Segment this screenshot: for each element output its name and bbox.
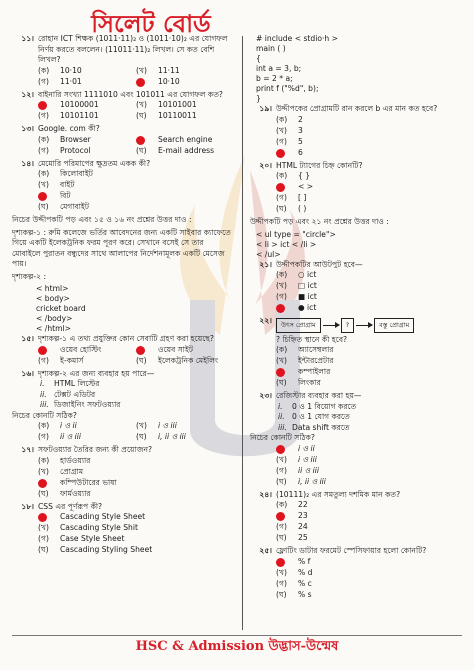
answer-dot-icon [38, 101, 47, 110]
question-text: CSS এর পূর্ণরূপ কী? [38, 501, 103, 511]
question-number: ১৭। [21, 445, 34, 454]
question-number: ২৫। [259, 546, 272, 555]
option-gha[interactable]: (ঘ) 25 [276, 533, 308, 543]
question-number: ২২। [259, 316, 272, 325]
arrow-icon [356, 325, 372, 326]
question-12 [12, 90, 234, 123]
answer-dot-icon [276, 304, 285, 313]
option-ga[interactable]: বিট [38, 191, 234, 202]
question-number: ২৪। [259, 489, 272, 499]
scenario-1: দৃশ্যকল্প-১ : রুমি কলেজে ভর্তির আবেদনের জন্য একটি সাইবার ক্যাফেতে গিয়ে একটি ইলেকট্রনিক ফরম পূরণ করে। সেখানে বসেই সে তার মোবাইলে পুরাতন বন্ধুদের সাথে আলাপের নির্দেশনামূলক একটি মেসেজ পায়। [12, 227, 231, 268]
option-kha[interactable]: 23 [276, 511, 472, 522]
option-kha[interactable]: Search engine [136, 135, 234, 146]
question-text: উদ্দীপকের প্রোগ্রামটি রান করলে b এর মান কত হবে? [276, 104, 438, 113]
option-kha[interactable]: ওয়েব সাইট [136, 345, 234, 356]
option-ga[interactable]: (গ) 5 [276, 136, 303, 146]
option-ka[interactable]: 10100001 [38, 100, 136, 111]
option-gha[interactable]: (ঘ) i, ii ও iii [136, 432, 186, 442]
answer-dot-icon [136, 136, 145, 145]
option-ga[interactable]: (গ) ■ ict [276, 292, 317, 302]
question-11 [12, 34, 234, 88]
option-gha[interactable]: 10·10 [136, 77, 234, 88]
option-kha[interactable]: < > [276, 182, 472, 193]
option-ga[interactable]: (গ) Case Style Sheet [38, 534, 125, 544]
answer-dot-icon [276, 149, 285, 158]
question-19 [250, 104, 472, 159]
option-gha[interactable]: (ঘ) মেগাবাইট [38, 202, 89, 212]
question-number: ১১। [21, 34, 34, 43]
option-gha[interactable]: (ঘ) i, ii ও iii [276, 476, 326, 486]
option-ka[interactable]: (ক) { } [276, 171, 311, 181]
option-ka[interactable]: (ক) 22 [276, 500, 308, 510]
option-ga[interactable]: (গ) 11·01 [38, 76, 82, 86]
question-20 [250, 161, 472, 216]
question-text: দৃশ্যকল্প-২ এর জন্য ব্যবহার হয় পারে— [38, 368, 155, 378]
option-ga[interactable]: (গ) Protocol [38, 145, 91, 155]
option-ga[interactable]: কম্পাইলার [276, 367, 472, 378]
option-kha[interactable]: (খ) প্রোগ্রাম [38, 466, 84, 476]
option-gha[interactable]: (ঘ) ফার্মওয়্যার [38, 488, 91, 498]
page-title: সিলেট বোর্ড [91, 9, 211, 38]
statement-list: i. 0 ও 1 বিয়োগ করতে ii. 0 ও 1 যোগ করতে iii. Data shift করতে [278, 401, 357, 432]
question-text: রেজিস্টার ব্যবহার করা হয়— [276, 391, 362, 400]
source-program-box: উৎস প্রোগ্রাম [276, 318, 321, 333]
question-number: ১২। [21, 89, 34, 99]
which-correct: নিচের কোনটি সঠিক? [250, 433, 315, 442]
question-number: ১৩। [21, 124, 34, 133]
question-number: ২৩। [259, 391, 272, 400]
answer-dot-icon [38, 513, 47, 522]
option-ga[interactable]: (গ) ii ও iii [276, 465, 319, 475]
option-kha[interactable]: (খ) 10101001 [136, 100, 197, 110]
option-gha[interactable]: (ঘ) ( ) [276, 204, 307, 214]
option-ka[interactable]: (ক) অ্যাসেম্বলার [276, 345, 334, 355]
answer-dot-icon [136, 78, 145, 87]
answer-dot-icon [276, 558, 285, 567]
option-kha[interactable]: (খ) বাইট [38, 180, 75, 190]
arrow-icon [323, 325, 339, 326]
right-column [250, 34, 472, 603]
option-ka[interactable]: Cascading Style Sheet [38, 512, 234, 523]
answer-dot-icon [276, 445, 285, 454]
question-number: ২১। [259, 259, 272, 269]
question-number: ১৫। [21, 334, 34, 343]
option-gha[interactable]: (ঘ) Cascading Styling Sheet [38, 545, 153, 555]
option-ga[interactable]: (গ) ই-কমার্স [38, 355, 84, 365]
option-gha[interactable]: (ঘ) 10110011 [136, 111, 197, 121]
answer-dot-icon [136, 346, 145, 355]
question-text: ? চিহ্নিত স্থানে কী হবে? [276, 334, 348, 344]
html-list-code: < ul type = "circle"> < li > ict < /li > < /ul> [256, 229, 336, 259]
stimulus-instruction: নিচের উদ্দীপকটি পড় এবং ১৫ ও ১৬ নং প্রশ্নের উত্তর দাও : [12, 215, 192, 224]
html-code-block: < html> < body> cricket board < /body> < /html> [36, 284, 86, 333]
footer-rule [12, 635, 462, 636]
answer-dot-icon [276, 512, 285, 521]
option-ga[interactable]: (গ) 10101101 [38, 111, 99, 121]
option-kha[interactable]: (খ) i ও iii [136, 421, 177, 431]
option-ka[interactable]: i ও ii [276, 444, 472, 455]
c-code-block: # include < stdio·h > main ( ) { int a = 3, b; b = 2 * a; print f ("%d", b); } [256, 34, 338, 103]
question-14 [12, 159, 234, 214]
option-ka[interactable]: (ক) i ও ii [38, 421, 77, 431]
question-text: বাইনারি সংখ্যা 1111010 এবং 101011 এর যোগফল কত? [38, 89, 223, 99]
question-18 [12, 502, 234, 557]
option-ka[interactable]: ওয়েব হোস্টিং [38, 345, 136, 356]
option-kha[interactable]: (খ) 11·11 [136, 65, 180, 75]
option-ka[interactable]: (ক) Browser [38, 134, 91, 144]
left-column [12, 34, 234, 558]
scenario-2-label: দৃশ্যকল্প-২ : [12, 271, 47, 281]
question-15 [12, 334, 234, 367]
option-ka[interactable]: (ক) কিলোবাইট [38, 169, 93, 179]
statement-list: i. HTML লিস্টের ii. টেক্সট এডিটর iii. ডিজাইনিং সফটওয়্যার [40, 379, 121, 409]
answer-dot-icon [38, 192, 47, 201]
option-ka[interactable]: (ক) ○ ict [276, 270, 317, 280]
option-ka[interactable]: % f [276, 557, 472, 568]
question-text: Google. com কী? [38, 124, 100, 133]
option-ga[interactable]: কম্পিউটারের ভাষা [38, 478, 234, 489]
question-16 [12, 369, 234, 444]
question-text: ফ্লোটিং ডাটার ফরমেট স্পেসিফায়ার হলো কোনটি? [276, 546, 427, 555]
question-text: মেমোরি পরিমাপের ক্ষুদ্রতম একক কী? [38, 158, 151, 168]
option-ka[interactable]: (ক) 10·10 [38, 65, 82, 75]
question-21 [250, 260, 472, 315]
object-program-box: বস্তু প্রোগ্রাম [374, 318, 414, 333]
option-ga[interactable]: (গ) [ ] [276, 193, 307, 203]
answer-dot-icon [276, 183, 285, 192]
translation-flow-diagram [276, 318, 414, 333]
question-24 [250, 490, 472, 545]
answer-dot-icon [38, 346, 47, 355]
column-divider [242, 36, 243, 630]
question-25 [250, 546, 472, 601]
which-correct: নিচের কোনটি সঠিক? [12, 410, 77, 420]
page-footer: HSC & Admission উদ্ভাস-উন্মেষ [135, 639, 339, 654]
option-kha[interactable]: (খ) □ ict [276, 281, 317, 291]
question-text: (10111)₂ এর সমতুল্য দশমিক মান কত? [276, 489, 401, 499]
option-gha[interactable]: (ঘ) % s [276, 589, 312, 599]
option-gha[interactable]: (ঘ) E-mail address [136, 145, 215, 155]
question-13 [12, 124, 234, 157]
question-number: ১৬। [21, 368, 34, 378]
question-22 [250, 316, 472, 389]
answer-dot-icon [38, 479, 47, 488]
option-ga[interactable]: (গ) % c [276, 578, 312, 588]
option-gha[interactable]: 6 [276, 148, 472, 159]
question-17 [12, 445, 234, 500]
question-text: দৃশ্যকল্প-১ এ তথ্য প্রযুক্তির কোন সেবাটি গ্রহণ করা হয়েছে? [38, 334, 214, 343]
option-kha[interactable]: (খ) i ও iii [276, 454, 317, 464]
option-ga[interactable]: (গ) ii ও iii [38, 432, 81, 442]
question-number: ২০। [259, 160, 272, 170]
option-gha[interactable]: ● ict [276, 303, 472, 314]
option-ka[interactable]: (ক) হার্ডওয়্যার [38, 455, 91, 465]
question-text: HTML ট্যাগের চিহ্ন কোনটি? [276, 160, 363, 170]
option-kha[interactable]: (খ) 3 [276, 125, 303, 135]
question-number: ১৮। [21, 501, 34, 511]
option-gha[interactable]: (ঘ) লিংকার [276, 378, 321, 388]
option-kha[interactable]: (খ) ইন্টারপ্রেটার [276, 356, 334, 366]
option-ga[interactable]: (গ) 24 [276, 522, 308, 532]
answer-dot-icon [276, 368, 285, 377]
option-ka[interactable]: (ক) 2 [276, 114, 303, 124]
question-number: ১৪। [21, 158, 34, 168]
question-text: রোহান ICT শিক্ষক (1011·11)₂ ও (1011·10)₂ এর যোগফল নির্ণয় করতে বললেন। (11011·11)₂ লিখল। সে কত বেশি লিখল? [38, 34, 228, 64]
stimulus-instruction: উদ্দীপকটি পড় এবং ২১ নং প্রশ্নের উত্তর দাও : [250, 217, 389, 226]
question-23 [250, 391, 472, 488]
option-kha[interactable]: (খ) Cascading Style Shit [38, 523, 138, 533]
unknown-box: ? [341, 318, 354, 333]
question-text: সফটওয়্যার তৈরির জন্য কী প্রয়োজন? [38, 445, 153, 454]
option-gha[interactable]: (ঘ) ইলেকট্রনিক মেইলিং [136, 355, 219, 365]
question-number: ১৯। [259, 104, 272, 113]
option-kha[interactable]: (খ) % d [276, 567, 313, 577]
question-text: উদ্দীপকটির আউটপুট হবে— [276, 259, 363, 269]
